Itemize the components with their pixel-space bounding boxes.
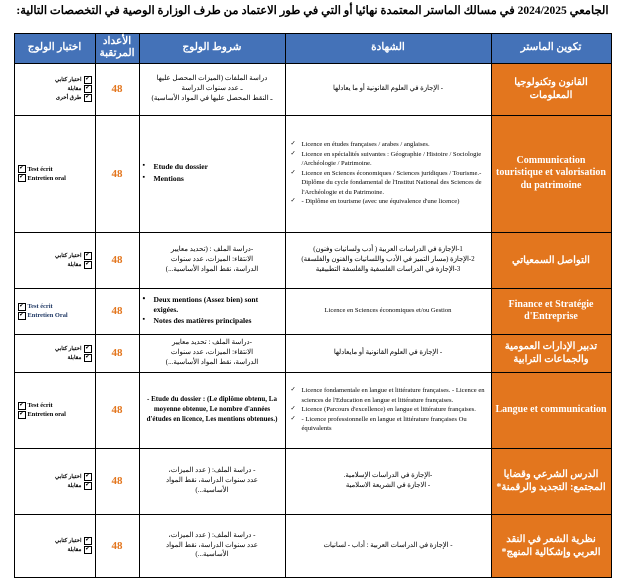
condition-line: عدد سنوات الدراسة، نقط المواد (166, 540, 258, 549)
diploma-item: ✓ - Licence professionnelle en langue et littérature françaises Ou équivalents (289, 415, 488, 434)
table-body (14, 63, 611, 577)
cell-master-name: نظرية الشعر في النقد العربي وإشكالية المنهج* (491, 514, 611, 577)
condition-line: - Etude du dossier : (Le diplôme obtenu, La moyenne obtenue, Le nombre d'années d'études en licence, Les mentions obtenues.) (146, 395, 278, 423)
checkbox-row[interactable] (18, 174, 92, 182)
cell-conditions (139, 115, 285, 232)
checkbox-checked-icon[interactable]: ✔ (85, 353, 90, 360)
checkbox-row[interactable] (18, 85, 92, 93)
condition-line: - دراسة الملف: ( عدد الميزات، (168, 466, 256, 475)
checkbox-checked-icon[interactable]: ✔ (85, 260, 90, 267)
checkbox-checked-icon[interactable]: ✔ (85, 472, 90, 479)
condition-line: دراسة الملفات (الميزات المحصل عليها (156, 74, 268, 83)
cell-expected-count: 48 (95, 448, 139, 514)
condition-line: الانتقاء: الميزات، عدد سنوات (170, 348, 254, 357)
checkbox-label: Test écrit (27, 165, 53, 173)
table-row (14, 288, 611, 334)
condition-item: ▪ Mentions (143, 174, 282, 184)
checkbox-checked-icon[interactable]: ✔ (19, 401, 24, 408)
cell-diploma (285, 288, 491, 334)
checkbox-checked-icon[interactable]: ✔ (85, 546, 90, 553)
condition-line: الأساسية...) (195, 550, 229, 559)
checkbox-checked-icon[interactable]: ✔ (85, 344, 90, 351)
cell-diploma (285, 115, 491, 232)
cell-conditions (139, 288, 285, 334)
cell-expected-count: 48 (95, 372, 139, 448)
cell-conditions (139, 63, 285, 115)
checkbox-row[interactable] (18, 165, 92, 173)
condition-line: - دراسة الملف: ( عدد الميزات، (168, 530, 256, 539)
checkbox-label: اختبار كتابي (55, 345, 82, 352)
condition-line: الدراسة، نقط المواد الأساسية...) (165, 357, 259, 366)
checkbox-label: اختبار كتابي (55, 77, 82, 83)
table-row (14, 63, 611, 115)
cell-expected-count: 48 (95, 288, 139, 334)
cell-admission-test (14, 232, 95, 288)
condition-line: ـ النقط المحصل عليها في المواد الأساسية) (151, 93, 273, 102)
cell-master-name: الدرس الشرعي وقضايا المجتمع: التجديد والرقمنة* (491, 448, 611, 514)
cell-admission-test (14, 288, 95, 334)
condition-line: الأساسية...) (195, 485, 229, 494)
checkbox-checked-icon[interactable]: ✔ (19, 165, 24, 172)
diploma-item: ✓ Licence fondamentale en langue et littérature françaises. - Licence en sciences de l'Education en langue et littérature françaises. (289, 386, 488, 405)
checkbox-row[interactable] (18, 482, 92, 490)
checkbox-row[interactable] (18, 261, 92, 269)
checkbox-checked-icon[interactable]: ✔ (85, 94, 90, 101)
master-programs-table (14, 33, 612, 577)
header-conditions: شروط الولوج (139, 34, 285, 63)
cell-expected-count: 48 (95, 63, 139, 115)
condition-line: -دراسة الملف : (تحديد معايير (170, 245, 254, 254)
cell-master-name: Langue et communication (491, 372, 611, 448)
cell-master-name: القانون وتكنولوجيا المعلومات (491, 63, 611, 115)
cell-master-name: التواصل السمعياتي (491, 232, 611, 288)
condition-item: ▪ Notes des matières principales (143, 316, 282, 326)
diploma-item: ✓ Licence (Parcours d'excellence) en langue et littérature françaises. (289, 405, 488, 415)
checkbox-row[interactable] (18, 76, 92, 84)
checkbox-checked-icon[interactable]: ✔ (19, 311, 24, 318)
diploma-item: ✓ Licence en études françaises / arabes / anglaises. (289, 140, 488, 150)
checkbox-label: اختبار كتابي (55, 252, 82, 259)
condition-item: ▪ Etude du dossier (143, 162, 282, 172)
cell-diploma (285, 514, 491, 577)
checkbox-row[interactable] (18, 345, 92, 353)
cell-expected-count: 48 (95, 115, 139, 232)
diploma-line: - الإجازة في العلوم القانونية أو ما يعادلها (332, 85, 444, 93)
intro-paragraph: الجامعي 2024/2025 في مسالك الماستر المعتمدة نهائيا أو التي في طور الاعتماد من طرف الوزارة الوصية في التخصصات التالية: (16, 5, 609, 17)
checkbox-checked-icon[interactable]: ✔ (85, 481, 90, 488)
checkbox-row[interactable] (18, 94, 92, 102)
checkbox-row[interactable] (18, 354, 92, 362)
checkbox-checked-icon[interactable]: ✔ (85, 76, 90, 83)
checkbox-checked-icon[interactable]: ✔ (85, 85, 90, 92)
checkbox-row[interactable] (18, 402, 92, 410)
table-row (14, 448, 611, 514)
checkbox-label: Test écrit (27, 303, 53, 310)
checkbox-row[interactable] (18, 411, 92, 419)
checkbox-checked-icon[interactable]: ✔ (85, 251, 90, 258)
diploma-line: - الإجازة في العلوم القانونية أو مايعادلها (333, 349, 443, 357)
header-diploma: الشهادة (285, 34, 491, 63)
cell-expected-count: 48 (95, 334, 139, 372)
table-header-row (14, 34, 611, 63)
checkbox-label: مقابلة (67, 261, 82, 268)
checkbox-row[interactable] (18, 303, 92, 311)
cell-conditions (139, 334, 285, 372)
table-row (14, 334, 611, 372)
condition-line: الانتقاء: الميزات، عدد سنوات (170, 255, 254, 264)
checkbox-checked-icon[interactable]: ✔ (19, 302, 24, 309)
checkbox-checked-icon[interactable]: ✔ (19, 174, 24, 181)
cell-conditions (139, 448, 285, 514)
checkbox-row[interactable] (18, 537, 92, 545)
condition-line: -دراسة الملف : تحديد معايير (172, 338, 252, 347)
cell-diploma (285, 448, 491, 514)
cell-diploma (285, 63, 491, 115)
checkbox-label: Entretien oral (27, 411, 66, 418)
cell-diploma (285, 372, 491, 448)
checkbox-label: طرق أخرى (55, 95, 82, 101)
checkbox-label: مقابلة (67, 354, 82, 361)
cell-conditions (139, 372, 285, 448)
table-row (14, 232, 611, 288)
checkbox-label: Entretien oral (27, 174, 66, 182)
cell-expected-count: 48 (95, 514, 139, 577)
cell-admission-test (14, 372, 95, 448)
diploma-line: Licence en Sciences économiques et/ou Gestion (324, 307, 452, 315)
condition-line: الدراسة، نقط المواد الأساسية...) (165, 264, 259, 273)
cell-admission-test (14, 514, 95, 577)
condition-line: عدد سنوات الدراسة، نقط المواد (166, 476, 258, 485)
cell-diploma (285, 334, 491, 372)
diploma-line: 1-الإجازة في الدراسات العربية ( أدب ولسانيات وفنون) (313, 246, 463, 254)
checkbox-checked-icon[interactable]: ✔ (85, 537, 90, 544)
cell-conditions (139, 232, 285, 288)
checkbox-row[interactable] (18, 546, 92, 554)
diploma-line: - الإجازة في الدراسات العربية : أداب - لسانيات (323, 541, 453, 549)
cell-master-name: Finance et Stratégie d'Entreprise (491, 288, 611, 334)
condition-line: ـ عدد سنوات الدراسة (181, 84, 243, 93)
checkbox-row[interactable] (18, 473, 92, 481)
header-count: الأعداد المرتقبة (95, 34, 139, 63)
checkbox-label: Entretien Oral (27, 312, 68, 319)
diploma-item: ✓ - Diplôme en tourisme (avec une équivalence d'une licence) (289, 197, 488, 207)
checkbox-label: Test écrit (27, 402, 53, 409)
header-master: تكوين الماستر (491, 34, 611, 63)
header-test: اختبار الولوج (14, 34, 95, 63)
diploma-item: ✓ Licence en Sciences économiques / Sciences juridiques / Tourisme.- Diplôme du cycle fondamental de l'Institut National des Sciences de l'Archéologie et du Patrimoine. (289, 169, 488, 198)
table-row (14, 514, 611, 577)
cell-diploma (285, 232, 491, 288)
cell-expected-count: 48 (95, 232, 139, 288)
diploma-line: -الإجازة في الدراسات الإسلامية. (343, 472, 433, 480)
cell-conditions (139, 514, 285, 577)
cell-admission-test (14, 63, 95, 115)
table-row (14, 372, 611, 448)
checkbox-label: مقابلة (67, 482, 82, 489)
diploma-line: - الاجازة في الشريعة الاسلامية (345, 482, 431, 489)
cell-admission-test (14, 334, 95, 372)
cell-master-name: Communication touristique et valorisation du patrimoine (491, 115, 611, 232)
diploma-line: 3-الإجازة في الدراسات الفلسفية والفلسفة التطبيقية (315, 265, 461, 273)
cell-master-name: تدبير الإدارات العمومية والجماعات الترابية (491, 334, 611, 372)
checkbox-label: مقابلة (67, 547, 82, 553)
cell-admission-test (14, 115, 95, 232)
checkbox-label: مقابلة (67, 86, 82, 92)
diploma-line: 2-الإجازة (مسار التميز في الأدب واللسانيات والفنون والفلسفة) (301, 256, 475, 264)
checkbox-checked-icon[interactable]: ✔ (19, 410, 24, 417)
checkbox-row[interactable] (18, 312, 92, 320)
table-row (14, 115, 611, 232)
checkbox-label: اختبار كتابي (55, 473, 82, 480)
cell-admission-test (14, 448, 95, 514)
checkbox-row[interactable] (18, 252, 92, 260)
condition-item: • Deux mentions (Assez bien) sont exigées. (143, 295, 282, 316)
checkbox-label: اختبار كتابي (55, 538, 82, 544)
diploma-item: ✓ Licence en spécialités suivantes : Géographie / Histoire / Sociologie /Archéologie / Patrimoine. (289, 150, 488, 169)
